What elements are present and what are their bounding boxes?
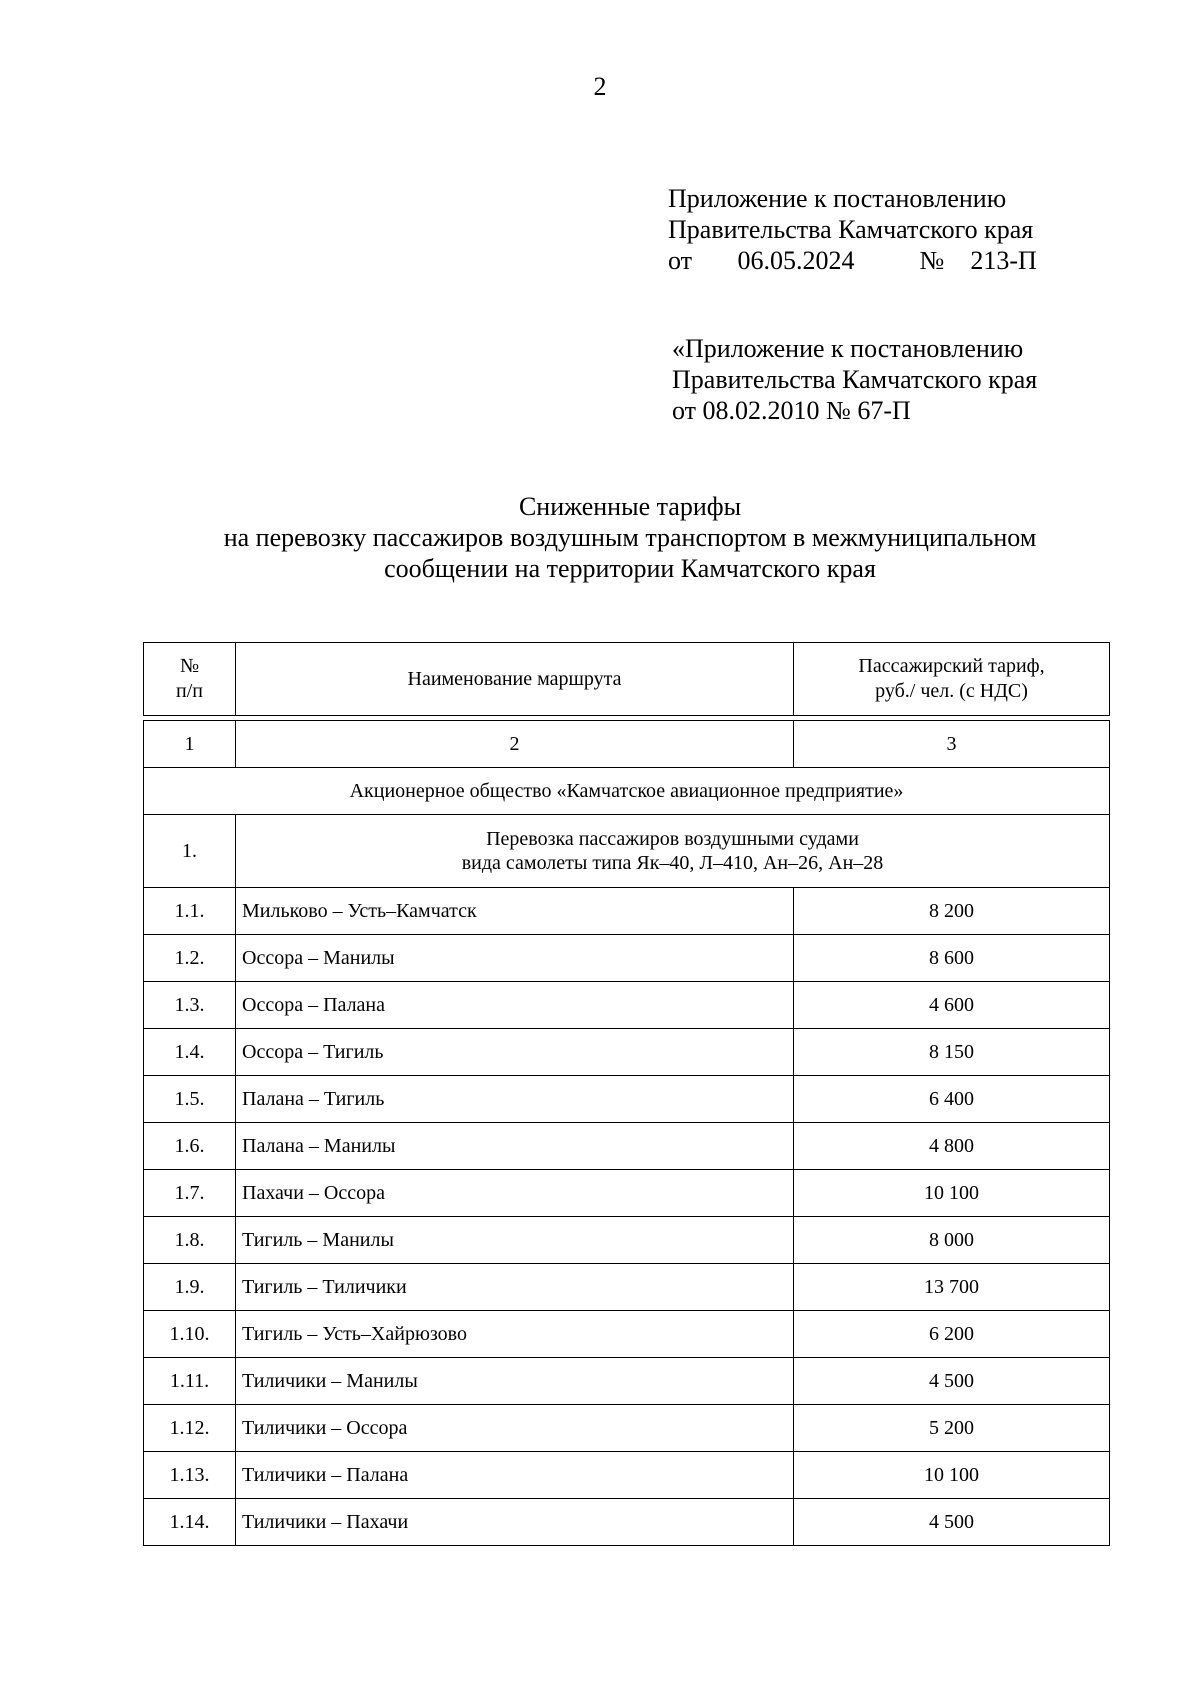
title-line1: Сниженные тарифы — [518, 492, 742, 521]
decree-number: 213-П — [970, 246, 1037, 275]
number-sign: № — [919, 246, 945, 275]
row-number: 1.7. — [144, 1170, 236, 1217]
row-number: 1.4. — [144, 1029, 236, 1076]
page-number: 2 — [593, 72, 607, 101]
header-tariff-line2: руб./ чел. (с НДС) — [875, 680, 1028, 702]
route-name: Тигиль – Манилы — [236, 1217, 794, 1264]
row-number: 1.1. — [144, 888, 236, 935]
table-row — [144, 888, 1110, 935]
row-number: 1.8. — [144, 1217, 236, 1264]
appendix-previous — [672, 333, 1037, 426]
section-row — [144, 815, 1110, 888]
section-title-line2: вида самолеты типа Як–40, Л–410, Ан–26, Ан–28 — [461, 852, 884, 874]
row-number: 1.14. — [144, 1499, 236, 1546]
tariff-value: 8 200 — [794, 888, 1110, 935]
table-row — [144, 1358, 1110, 1405]
decree-date: 06.05.2024 — [737, 246, 855, 275]
tariff-value: 13 700 — [794, 1264, 1110, 1311]
route-name: Тиличики – Пахачи — [236, 1499, 794, 1546]
tariff-value: 8 000 — [794, 1217, 1110, 1264]
header-tariff-line1: Пассажирский тариф, — [858, 655, 1045, 677]
section-title — [236, 815, 1110, 888]
row-number: 1.11. — [144, 1358, 236, 1405]
route-name: Тиличики – Палана — [236, 1452, 794, 1499]
tariff-value: 4 800 — [794, 1123, 1110, 1170]
header-number-sign: № — [179, 655, 200, 677]
appendix-current-line1: Приложение к постановлению — [668, 184, 1007, 213]
section-number: 1. — [144, 815, 236, 888]
tariff-value: 4 500 — [794, 1358, 1110, 1405]
tariff-value: 10 100 — [794, 1452, 1110, 1499]
row-number: 1.6. — [144, 1123, 236, 1170]
route-name: Палана – Манилы — [236, 1123, 794, 1170]
row-number: 1.9. — [144, 1264, 236, 1311]
tariff-value: 4 600 — [794, 982, 1110, 1029]
table-row — [144, 935, 1110, 982]
numbering-row — [144, 721, 1110, 768]
route-name: Мильково – Усть–Камчатск — [236, 888, 794, 935]
route-name: Тигиль – Тиличики — [236, 1264, 794, 1311]
row-number: 1.12. — [144, 1405, 236, 1452]
header-pp: п/п — [176, 680, 203, 702]
tariff-value: 10 100 — [794, 1170, 1110, 1217]
tariff-value: 5 200 — [794, 1405, 1110, 1452]
from-label: от — [668, 246, 693, 275]
table-row — [144, 1499, 1110, 1546]
row-number: 1.10. — [144, 1311, 236, 1358]
table-row — [144, 1170, 1110, 1217]
numbering-cell: 3 — [794, 721, 1110, 768]
row-number: 1.3. — [144, 982, 236, 1029]
route-name: Тиличики – Оссора — [236, 1405, 794, 1452]
route-name: Палана – Тигиль — [236, 1076, 794, 1123]
row-number: 1.13. — [144, 1452, 236, 1499]
appendix-previous-line1: «Приложение к постановлению — [672, 334, 1024, 363]
table-row — [144, 1029, 1110, 1076]
company-row — [144, 768, 1110, 815]
tariff-value: 6 400 — [794, 1076, 1110, 1123]
route-name: Оссора – Тигиль — [236, 1029, 794, 1076]
table-row — [144, 1405, 1110, 1452]
tariff-table — [143, 720, 1110, 1546]
row-number: 1.5. — [144, 1076, 236, 1123]
table-row — [144, 1452, 1110, 1499]
document-title — [0, 491, 1200, 584]
appendix-current-date-row — [668, 245, 1037, 276]
route-name: Оссора – Палана — [236, 982, 794, 1029]
route-name: Тиличики – Манилы — [236, 1358, 794, 1405]
appendix-current-line2: Правительства Камчатского края — [668, 215, 1034, 244]
tariff-value: 8 150 — [794, 1029, 1110, 1076]
section-title-line1: Перевозка пассажиров воздушными судами — [486, 828, 859, 850]
appendix-previous-line3: от 08.02.2010 № 67-П — [672, 396, 911, 425]
table-row — [144, 1076, 1110, 1123]
company-name: Акционерное общество «Камчатское авиационное предприятие» — [144, 768, 1110, 815]
table-row — [144, 1264, 1110, 1311]
appendix-previous-line2: Правительства Камчатского края — [672, 365, 1038, 394]
numbering-cell: 2 — [236, 721, 794, 768]
header-tariff-cell — [794, 643, 1110, 716]
header-route-cell: Наименование маршрута — [236, 643, 794, 716]
tariff-value: 8 600 — [794, 935, 1110, 982]
tariff-value: 6 200 — [794, 1311, 1110, 1358]
row-number: 1.2. — [144, 935, 236, 982]
table-row — [144, 982, 1110, 1029]
table-row — [144, 1311, 1110, 1358]
title-line2: на перевозку пассажиров воздушным транспортом в межмуниципальном — [223, 523, 1037, 552]
route-name: Пахачи – Оссора — [236, 1170, 794, 1217]
table-header — [143, 642, 1110, 716]
title-line3: сообщении на территории Камчатского края — [384, 554, 876, 583]
tariff-value: 4 500 — [794, 1499, 1110, 1546]
appendix-current — [668, 183, 1037, 276]
header-number-cell — [144, 643, 236, 716]
route-name: Оссора – Манилы — [236, 935, 794, 982]
table-row — [144, 1217, 1110, 1264]
route-name: Тигиль – Усть–Хайрюзово — [236, 1311, 794, 1358]
numbering-cell: 1 — [144, 721, 236, 768]
table-row — [144, 1123, 1110, 1170]
